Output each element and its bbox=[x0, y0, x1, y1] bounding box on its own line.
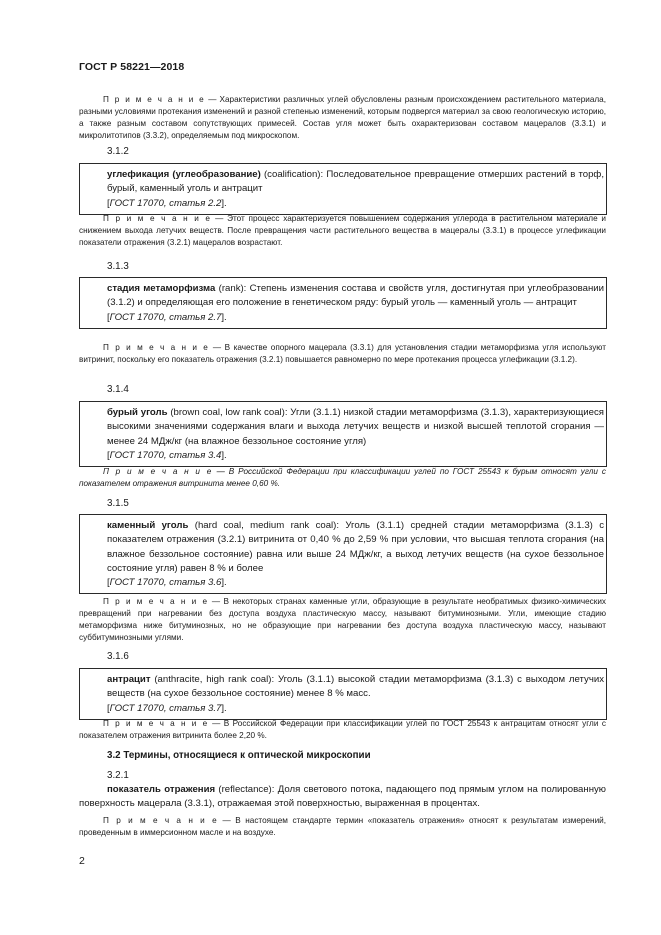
note-5 bbox=[79, 596, 606, 644]
term-definition: (reflectance): Доля светового потока, падающего под прямым углом на полированную поверхность мацерала (3.3.1), отражаемая этой поверхностью, выраженная в процентах. bbox=[79, 784, 606, 810]
term-source-ref: ГОСТ 17070, статья 2.7 bbox=[109, 311, 222, 323]
note-text: — В Российской Федерации при классификации углей по ГОСТ 25543 к бурым относят угли с показателем отражения витринита менее 0,60 %. bbox=[79, 467, 607, 488]
standard-header: ГОСТ Р 58221—2018 bbox=[79, 61, 185, 73]
term-name: стадия метаморфизма bbox=[107, 283, 216, 294]
note-label: П р и м е ч а н и е bbox=[103, 816, 219, 825]
term-definition: (anthracite, high rank coal): Уголь (3.1.1) высокой стадии метаморфизма (3.1.3) с выходом летучих веществ (на сухое беззольное состояние) менее 8 % масс. bbox=[107, 674, 604, 700]
term-definition: (brown coal, low rank coal): Угли (3.1.1) низкой стадии метаморфизма (3.1.3), характеризующиеся высокими значениями содержания влаги и выхода летучих веществ и низкой высшей теплотой сгорания — менее 24 МДж/кг (на влажное беззольное состояние угля) bbox=[107, 407, 604, 447]
term-source: [ГОСТ 17070, статья 3.4]. bbox=[107, 449, 227, 461]
note-label: П р и м е ч а н и е bbox=[103, 343, 210, 352]
term-3-2-1 bbox=[79, 783, 606, 812]
page-number: 2 bbox=[79, 855, 85, 867]
term-name: каменный уголь bbox=[107, 520, 189, 531]
term-definition: (hard coal, medium rank coal): Уголь (3.1.1) средней стадии метаморфизма (3.1.3) с показателем отражения (3.2.1) витринита от 0,40 % до 2,59 % при условии, что высшая теплота сгорания (на влажное беззольное состояние) равна или выше 24 МДж/кг, а выход летучих веществ (на сухое беззольное состояние угля) равен 8 % и более bbox=[107, 520, 605, 574]
note-text: — В настоящем стандарте термин «показатель отражения» относят к результатам измерений, проведенным в иммерсионном масле и на воздухе. bbox=[79, 816, 606, 837]
term-box-3-1-2 bbox=[79, 163, 607, 215]
term-definition: (rank): Степень изменения состава и свойств угля, достигнутая при углеобразовании (3.1.2) и определяющая его положение в генетическом ряду: бурый уголь — каменный уголь — антрацит bbox=[107, 283, 604, 309]
note-text: — Этот процесс характеризуется повышением содержания углерода в растительном материале и снижением выхода летучих веществ. После превращения части растительного вещества в мацералы (3.3.1) в процессе углефикации показатели отражения (3.2.1) мацералов возрастают. bbox=[79, 214, 606, 247]
term-source-ref: ГОСТ 17070, статья 3.4 bbox=[109, 449, 222, 461]
term-definition: (coalification): Последовательное превращение отмерших растений в торф, бурый, каменный уголь и антрацит bbox=[107, 169, 604, 195]
term-box-3-1-5 bbox=[79, 514, 607, 594]
note-label: П р и м е ч а н и е bbox=[103, 467, 213, 476]
term-box-3-1-4 bbox=[79, 401, 607, 467]
term-source: [ГОСТ 17070, статья 2.7]. bbox=[107, 311, 227, 323]
note-text: — В Российской Федерации при классификации углей по ГОСТ 25543 к антрацитам относят угли с показателем отражения витринита более 2,20 %. bbox=[79, 719, 606, 740]
note-label: П р и м е ч а н и е bbox=[103, 597, 209, 606]
term-name: показатель отражения bbox=[107, 784, 216, 795]
section-heading: 3.2 Термины, относящиеся к оптической микроскопии bbox=[107, 750, 371, 761]
term-name: углефикация (углеобразование) bbox=[107, 169, 261, 180]
note-label: П р и м е ч а н и е bbox=[103, 95, 206, 104]
term-source-ref: ГОСТ 17070, статья 2.2 bbox=[109, 197, 222, 209]
note-1 bbox=[79, 94, 606, 142]
clause-number: 3.2.1 bbox=[107, 770, 129, 781]
note-3 bbox=[79, 342, 606, 366]
clause-number: 3.1.3 bbox=[107, 261, 129, 272]
term-source-ref: ГОСТ 17070, статья 3.6 bbox=[109, 577, 222, 589]
note-2 bbox=[79, 213, 606, 249]
note-label: П р и м е ч а н и е bbox=[103, 719, 209, 728]
term-source: [ГОСТ 17070, статья 3.6]. bbox=[107, 577, 227, 589]
note-label: П р и м е ч а н и е bbox=[103, 214, 212, 223]
note-7 bbox=[79, 815, 606, 839]
term-box-3-1-6 bbox=[79, 668, 607, 720]
term-source: [ГОСТ 17070, статья 3.7]. bbox=[107, 702, 227, 714]
note-text: — В качестве опорного мацерала (3.3.1) для установления стадии метаморфизма угля используют витринит, поскольку его показатель отражения (3.2.1) повышается равномерно по мере протекания процесса углефикации (3.1.2). bbox=[79, 343, 606, 364]
clause-number: 3.1.2 bbox=[107, 146, 129, 157]
term-name: бурый уголь bbox=[107, 407, 168, 418]
term-box-3-1-3 bbox=[79, 277, 607, 329]
term-source-ref: ГОСТ 17070, статья 3.7 bbox=[109, 702, 222, 714]
clause-number: 3.1.6 bbox=[107, 651, 129, 662]
clause-number: 3.1.5 bbox=[107, 498, 129, 509]
note-4 bbox=[79, 466, 606, 490]
clause-number: 3.1.4 bbox=[107, 384, 129, 395]
note-text: — Характеристики различных углей обусловлены разным происхождением растительного материала, разными условиями протекания изменений и разной степенью изменений, которым подвергся материал за свою геологическую историю, а также разным составом сопутствующих примесей. Состав угля может быть охарактеризован составом мацералов (3.3.1) и микролитотипов (3.3.2), определяемым под микроскопом. bbox=[79, 95, 606, 140]
term-name: антрацит bbox=[107, 674, 151, 685]
term-source: [ГОСТ 17070, статья 2.2]. bbox=[107, 197, 227, 209]
note-text: — В некоторых странах каменные угли, образующие в результате необратимых физико-химических превращений при нагревании без доступа воздуха пластическую массу, называют битуминозными. Угли, имеющие стадию метаморфизма ниже битуминозных, но не образующие при нагревании без доступа воздуха пластическую массу, называют суббитуминозными углями. bbox=[79, 597, 606, 642]
note-6 bbox=[79, 718, 606, 742]
